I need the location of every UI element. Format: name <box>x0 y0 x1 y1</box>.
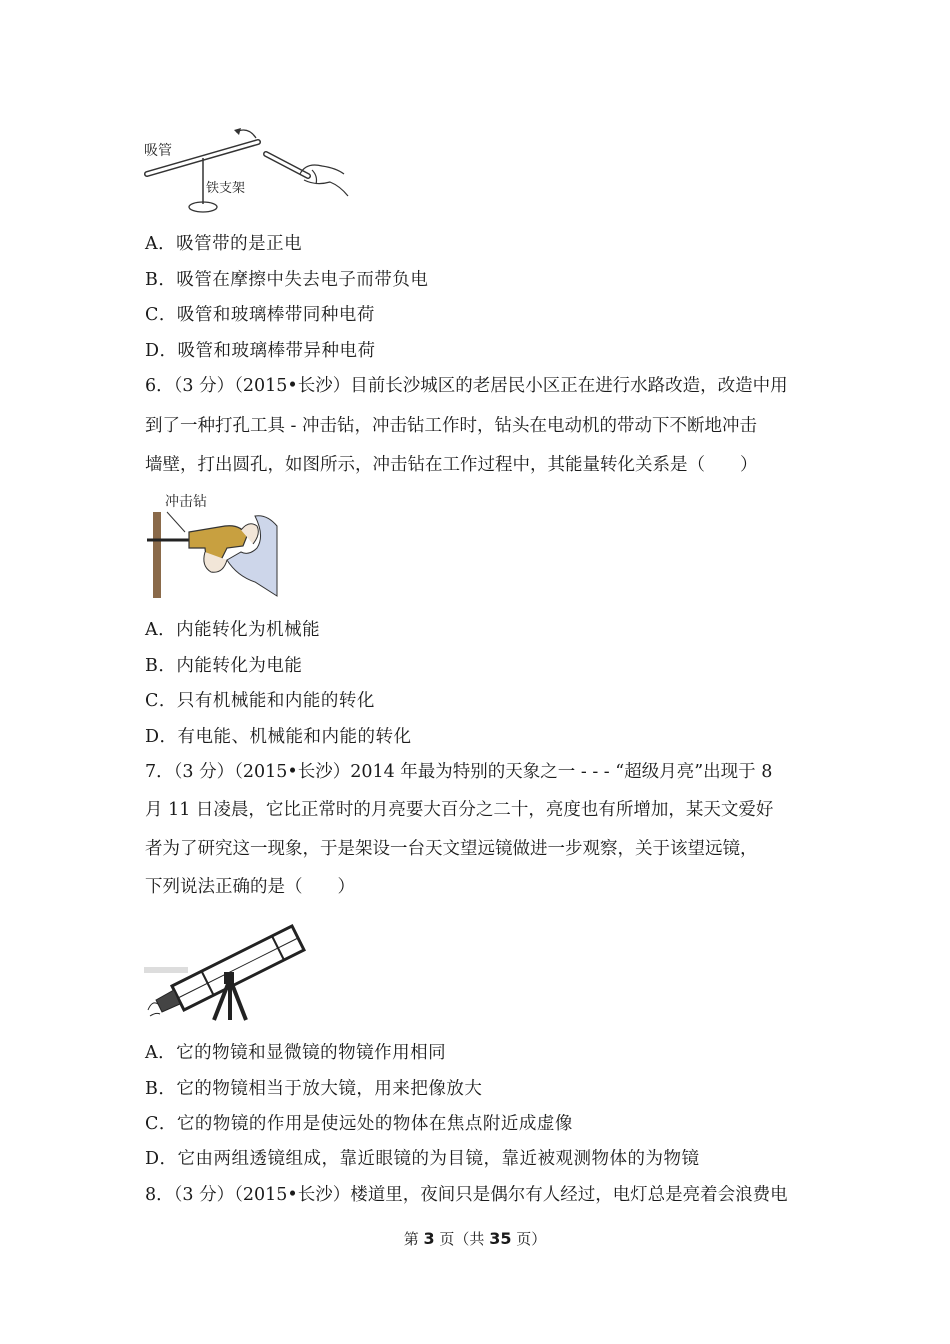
footer-prefix: 第 <box>403 1230 424 1248</box>
q7-stem-line-4: 下列说法正确的是（ ） <box>145 877 355 897</box>
footer-total-pages: 35 <box>489 1229 512 1248</box>
q5-option-c: C．吸管和玻璃棒带同种电荷 <box>145 305 375 325</box>
footer-middle: 页（共 <box>434 1230 490 1248</box>
q6-option-c: C．只有机械能和内能的转化 <box>145 691 375 711</box>
q7-option-c: C．它的物镜的作用是使远处的物体在焦点附近成虚像 <box>145 1114 573 1134</box>
q6-stem-line-3: 墙壁，打出圆孔，如图所示，冲击钻在工作过程中，其能量转化关系是（ ） <box>145 455 758 475</box>
q6-option-b: B．内能转化为电能 <box>145 656 303 676</box>
page-footer <box>0 1228 950 1250</box>
q7-stem-line-2: 月 11 日凌晨，它比正常时的月亮要大百分之二十，亮度也有所增加，某天文爱好 <box>145 800 774 820</box>
q6-option-d: D．有电能、机械能和内能的转化 <box>145 727 412 747</box>
q7-stem-line-1: 7．（3 分）（2015•长沙）2014 年最为特别的天象之一 - - - “超级月亮”出现于 8 <box>145 762 773 782</box>
telescope-figure <box>142 912 312 1022</box>
q6-stem-line-1: 6．（3 分）（2015•长沙）目前长沙城区的老居民小区正在进行水路改造，改造中用 <box>145 376 788 396</box>
q7-option-b: B．它的物镜相当于放大镜，用来把像放大 <box>145 1079 483 1099</box>
q5-option-a: A．吸管带的是正电 <box>145 234 303 254</box>
q7-option-d: D．它由两组透镜组成，靠近眼镜的为目镜，靠近被观测物体的为物镜 <box>145 1149 700 1169</box>
footer-suffix: 页） <box>511 1230 547 1248</box>
q6-option-a: A．内能转化为机械能 <box>145 620 321 640</box>
straw-stand-figure <box>140 122 360 222</box>
q8-stem-line-1: 8．（3 分）（2015•长沙）楼道里，夜间只是偶尔有人经过，电灯总是亮着会浪费电 <box>145 1185 788 1205</box>
q7-option-a: A．它的物镜和显微镜的物镜作用相同 <box>145 1043 447 1063</box>
q5-option-d: D．吸管和玻璃棒带异种电荷 <box>145 341 376 361</box>
straw-label: 吸管 <box>144 143 172 159</box>
q7-stem-line-3: 者为了研究这一现象，于是架设一台天文望远镜做进一步观察，关于该望远镜， <box>145 839 758 859</box>
drill-label: 冲击钻 <box>165 494 207 510</box>
stand-label: 铁支架 <box>206 181 246 196</box>
footer-page-number: 3 <box>423 1229 435 1248</box>
q6-stem-line-2: 到了一种打孔工具 - 冲击钻，冲击钻工作时，钻头在电动机的带动下不断地冲击 <box>145 416 758 436</box>
impact-drill-figure <box>145 486 280 601</box>
q5-option-b: B．吸管在摩擦中失去电子而带负电 <box>145 270 429 290</box>
